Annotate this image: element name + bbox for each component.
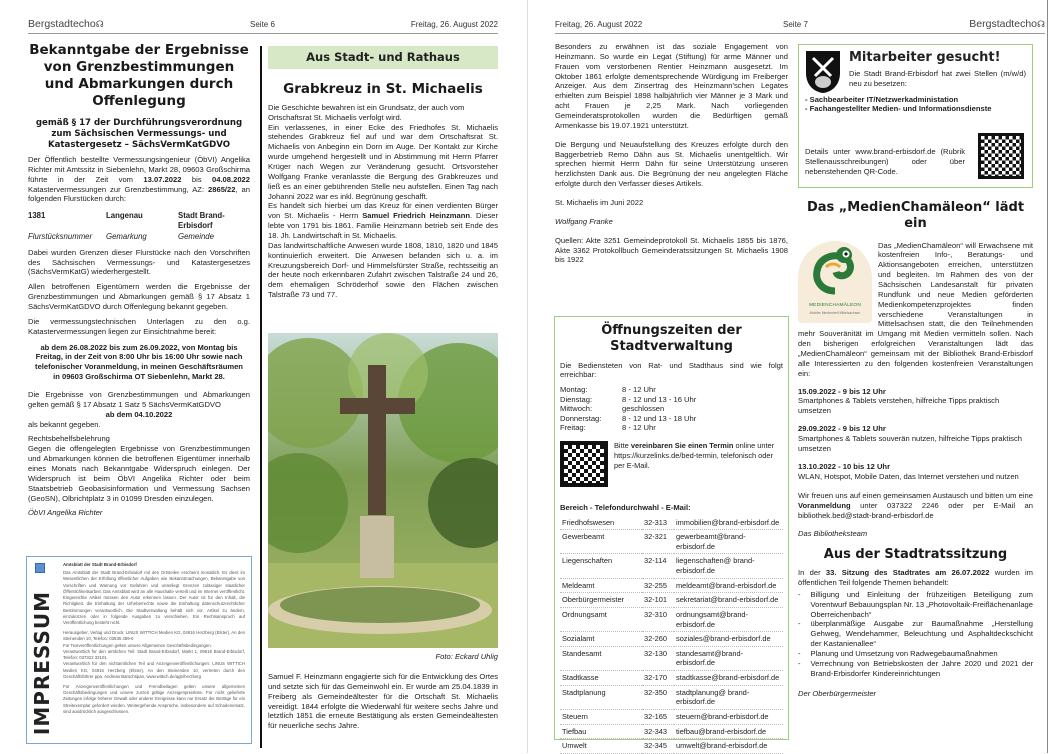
section-header: Aus Stadt- und Rathaus (268, 46, 498, 69)
hours-day: Montag: (560, 385, 588, 395)
page-edge (1047, 0, 1048, 753)
impressum-item: Herausgeber, Verlag und Druck: LINUS WITTICH Medien KG, 04916 Herzberg (Elster), An den Steinenden 10, Telefon: 03535 489-0 (63, 630, 245, 642)
page-number: Seite 7 (783, 20, 808, 29)
impressum-text: Das Amtsblatt der Stadt Brand-Erbisdorf mit den Ortsteilen erscheint monatlich. Es dient im Wesentlichen der Erfüllung öffentlicher Aufgaben wie Bekanntmachungen, Bekanntgabe von Vorschriften und Warnung vor Gefahren und unterliegt Grenzen zulässiger staatlicher Öffentlichkeitsarbeit. Das Amtsblatt wird an alle Haushalte verteilt und im Internet veröffentlicht. Eingereichte Artikel müssen den Autor erkennen lassen. Der Autor ist für den Inhalt, die Richtigkeit, die Einhaltung der Urheberrechte sowie die Einhaltung datenschutzrechtlicher Bestimmungen verantwortlich. Die Stadtverwaltung behält sich vor, Artikel zu ändern, einzukürzen oder in folgende Ausgaben zu verschieben. Ein Rechtsanspruch auf Veröffentlichung besteht nicht. (63, 570, 245, 625)
bekanntgabe-article (28, 42, 250, 523)
paragraph: Die vermessungstechnischen Unterlagen zu den o.g. Katastervermessungen liegen zur Einsichtnahme bereit: (28, 316, 250, 336)
logo-subtext: Mobiler Medientreff Mittelsachsen (809, 310, 861, 315)
contact-phone: 32-170 (642, 671, 674, 686)
bullet-dash: - (798, 619, 801, 629)
brand-logo: Bergstadtecho☊ (28, 18, 104, 30)
contact-email[interactable]: tiefbau@brand-erbisdorf.de (674, 724, 783, 739)
contacts-heading: Bereich - Telefondurchwahl - E-Mail: (560, 502, 691, 512)
contact-row (560, 632, 783, 647)
position-item: - Sachbearbeiter IT/Netzwerkadministation (805, 94, 959, 104)
impressum-title: Amtsblatt der Stadt Brand-Erbisdorf (63, 562, 137, 567)
flurstueck-table (28, 211, 250, 241)
qr-code-icon[interactable] (978, 133, 1024, 179)
contact-email[interactable]: immobilien@brand-erbisdorf.de (674, 516, 783, 530)
contact-row (560, 724, 783, 739)
job-ad-box (798, 44, 1033, 188)
bullet-dash: - (798, 658, 801, 668)
bullet-dash: - (798, 648, 801, 658)
topic-text: überplanmäßige Ausgabe zur Baumaßnahme „Herstellung Gehweg, Wendehammer, Beleuchtung und Asphaltdeckschicht der Kastanienallee“ (810, 619, 1033, 649)
bullet-dash: - (798, 589, 801, 599)
topic-text: Billigung und Einleitung der frühzeitigen Beteiligung zum Vorentwurf Bebauungsplan Nr. 13 „Photovoltaik-Freiflächenanlage Oberreichenbach“ (810, 589, 1033, 619)
contact-phone: 32-165 (642, 709, 674, 724)
contact-email[interactable]: gewerbeamt@brand-erbisdorf.de (674, 530, 783, 554)
column-divider (260, 46, 262, 748)
event-date: 29.09.2022 - 9 bis 12 Uhr (798, 424, 886, 434)
event-description: Smartphones & Tablets verstehen, hilfreiche Tipps praktisch umsetzen (798, 396, 1000, 416)
article-title: Das „MedienChamäleon“ lädt ein (806, 200, 1025, 232)
rathaus-article (268, 46, 498, 305)
contact-phone: 32-350 (642, 685, 674, 709)
paragraph: Wir freuen uns auf einen gemeinsamen Austausch und bitten um eine Voranmeldung unter 037322 2246 oder per E-Mail an bibliothek.bed@stadt-brand-erbisdorf.de (798, 491, 1033, 521)
impressum-list (63, 630, 245, 680)
contact-row (560, 593, 783, 608)
contact-row (560, 554, 783, 578)
contact-phone: 32-345 (642, 739, 674, 754)
hours-time: 8 - 12 und 13 - 16 Uhr (622, 394, 697, 404)
place-date: St. Michaelis im Juni 2022 (555, 198, 644, 208)
paragraph: Die Ergebnisse von Grenzbestimmungen und Abmarkungen gelten gemäß § 17 Absatz 1 Satz 5 SächsVermKatGDVO (28, 390, 250, 409)
contact-area: Meldeamt (560, 578, 642, 593)
contact-email[interactable]: ordnungsamt@brand-erbisdorf.de (674, 607, 783, 631)
author: Wolfgang Franke (555, 216, 613, 226)
paragraph: Das „MedienChamäleon“ will Erwachsene mit kostenfreien Info-, Beratungs- und Aktionsangeboten erreichen, unterstützen und begleiten. Im Rahmen des von der Sächsischen Landesanstalt für privaten Rundfunk und neue Medien geförderten Medienkompetenzprojektes finden verschiedene Veranstaltungen in Mittelsachsen statt, die den Teilnehmenden mehr Souveränität im Umgang mit Medien vermitteln sollen. Nach den bisherigen erfolgreichen Veranstaltungen lädt das „MedienChamäleon“ gemeinsam mit der Bibliothek Brand-Erbisdorf alle Interessierten zu den folgenden kostenfreien Veranstaltungen ein: (798, 240, 1033, 378)
contact-row (560, 578, 783, 593)
job-ad-title: Mitarbeiter gesucht! (849, 50, 1001, 65)
impressum-box (26, 556, 252, 744)
contact-email[interactable]: liegenschaften@ brand-erbisdorf.de (674, 554, 783, 578)
contact-row (560, 607, 783, 631)
contact-phone: 32-310 (642, 607, 674, 631)
contact-phone: 32-343 (642, 724, 674, 739)
impressum-text: Für Anzeigenveröffentlichungen und Fremdbeilagen gelten unsere allgemeinen Geschäftsbedingungen und unsere zurzeit gültige Anzeigenpreisliste. Für nicht gelieferte Zeitungen infolge höherer Gewalt oder anderer Ereignisse kann nur Ersatz der Beträge für ein Streitexemplar gefordert werden. Weitergehende Ansprüche, insbesondere auf Schadenersatz, sind ausdrücklich ausgeschlossen. (63, 683, 245, 714)
contact-area: Gewerbeamt (560, 530, 642, 554)
stadtrat-topic (798, 590, 1033, 620)
article-title: Grabkreuz in St. Michaelis (283, 80, 483, 97)
termin-block (560, 441, 783, 487)
article-subtitle: gemäß § 17 der Durchführungsverordnung zum Sächsischen Vermessungs- und Katastergesetz – SächsVermKatGDVO (35, 117, 243, 150)
brand-logo: Bergstadtecho☊ (969, 18, 1045, 30)
event-date: 13.10.2022 - 10 bis 12 Uhr (798, 461, 891, 471)
contact-area: Ordnungsamt (560, 607, 642, 631)
event-item (798, 462, 1033, 482)
contact-row (560, 739, 783, 754)
medien-article (798, 200, 1033, 703)
hours-time: 8 - 12 Uhr (622, 385, 656, 395)
paragraph: Allen betroffenen Eigentümern werden die Ergebnisse der Grenzbestimmungen und Abmarkungen gemäß § 17 Absatz 1 SächsVermKatGDVO durch Offenlegung bekannt gegeben. (28, 282, 250, 311)
event-list (798, 387, 1033, 482)
contact-phone: 32-114 (642, 554, 674, 578)
contacts-table (560, 516, 783, 754)
signature: ÖbVI Angelika Richter (28, 508, 103, 518)
stadtrat-topics (798, 590, 1033, 679)
paragraph: Besonders zu erwähnen ist das soziale Engagement von Heinzmann. So wurde ein Legat (Stiftung) für arme Männer und Frauen vom verstorbenen Rentier Heinzmann ausgesetzt. Im Oktober 1861 erfolgte dementsprechende Würdigung im Freiberger Anzeiger. Aus dem Zinsertrag des Heinzmann'schen Legates erhielten zum Beispiel 1898 halbjährlich vier Männer je 3 Mark und acht Frauen je 2,25 Mark. Nach vorliegenden Gemeinderatsprotokollen wurden die Bedürftigen gemäß Armenkasse bis 19.07.1921 unterstützt. (555, 42, 788, 130)
intro: Die Bediensteten von Rat- und Stadthaus sind wie folgt erreichbar: (560, 360, 783, 380)
paragraph: Die Bergung und Neuaufstellung des Kreuzes erfolgte durch den Baggerbetrieb Remo Dähn aus St. Michaelis unentgeltlich. Wir sprechen hiermit Herrn Dähn für seine Unterstützung unseren herzlichsten Dank aus. Die Begrünung der neu angelegten Fläche erfolgte durch den Verfasser dieses Artikels. (555, 139, 788, 189)
termin-text: Bitte vereinbaren Sie einen Termin online unter https://kurzelinks.de/bed-termin, telefonisch oder per E-Mail. (614, 440, 775, 470)
hours-day: Donnerstag: (560, 413, 602, 423)
page-7 (527, 0, 1053, 753)
event-date: 15.09.2022 - 9 bis 12 Uhr (798, 386, 886, 396)
page-header (555, 16, 1045, 34)
impressum-item: Für Textveröffentlichungen gelten unsere Allgemeinen Geschäftsbedingungen. (63, 642, 212, 648)
paragraph: Das landwirtschaftliche Anwesen wurde 1808, 1810, 1820 und 1845 kontinuierlich erweitert. Die Anwesen befanden sich u. a. im Kreuzungsbereich Dorf- und Himmelsfürster Straße, rechtsseitig an der heute noch erkennbaren Zufahrt zwischen Talstraße 24 und 26, dem ehemaligen Schröderhof sowie den Flächen zwischen Talstraße 73 und 77. (268, 240, 498, 300)
logo-text: MEDIENCHAMÄLEON (808, 302, 862, 308)
contact-row (560, 516, 783, 530)
issue-date: Freitag, 26. August 2022 (555, 20, 643, 29)
contact-row (560, 646, 783, 670)
page-6 (0, 0, 527, 753)
paragraph: Samuel F. Heinzmann engagierte sich für die Entwicklung des Ortes und setzte sich für das Gemeinwohl ein. Er wurde am 25.04.1839 in Freiberg als Gemeindeältester für die Ortschaft St. Michaelis vereidigt. 1844 erfolgte die Wiederwahl für weitere sechs Jahre und letztlich 1851 die erneute Bestätigung als ersten Gemeindeältesten für neuerliche sechs Jahre. (268, 672, 498, 731)
grabkreuz-photo (268, 333, 498, 648)
stadtrat-topic (798, 619, 1033, 649)
contact-area: Stadtkasse (560, 671, 642, 686)
intro-paragraph: Der Öffentlich bestellte Vermessungsingenieur (ÖbVI) Angelika Richter mit Amtssitz in Siebenlehn, Markt 28, 09603 Großschirma führte in der Zeit vom 13.07.2022 bis 04.08.2022 Katastervermessungen zur Grenzbestimmung, AZ: 2865/22, an folgenden Flurstücken durch: (28, 155, 251, 204)
hours-time: geschlossen (622, 404, 665, 414)
qr-code-icon[interactable] (560, 441, 608, 487)
contact-area: Friedhofswesen (560, 516, 642, 530)
contact-area: Umwelt (560, 739, 642, 754)
hours-day: Freitag: (560, 423, 586, 433)
contact-area: Standesamt (560, 646, 642, 670)
contact-phone: 32-321 (642, 530, 674, 554)
coat-of-arms-icon (805, 50, 841, 94)
issue-date: Freitag, 26. August 2022 (410, 20, 498, 29)
gemarkung-label: Gemarkung (106, 231, 147, 241)
page-number: Seite 6 (250, 20, 275, 29)
amtsblatt-logo-icon (35, 563, 45, 573)
hours-list (560, 385, 783, 432)
signature: Der Oberbürgermeister (798, 688, 877, 698)
gemeinde: Stadt Brand-Erbisdorf (178, 211, 225, 231)
contact-email[interactable]: meldeamt@brand-erbisdorf.de (674, 578, 783, 593)
contact-email[interactable]: standesamt@brand-erbisdorf.de (674, 646, 783, 670)
gemarkung: Langenau (106, 211, 143, 221)
paragraph: Die Geschichte bewahren ist ein Grundsatz, der auch vom Ortschaftsrat St. Michaelis verfolgt wird. (268, 102, 465, 122)
contact-area: Steuern (560, 709, 642, 724)
paragraph: Es handelt sich hierbei um das Kreuz für einen verdienten Bürger von St. Michaelis - Herrn Samuel Friedrich Heinzmann. Dieser lebte von 1791 bis 1861. Familie Heinzmann betrieb seit Ende des 18. Jh. Landwirtschaft in St. Michaelis. (268, 201, 499, 240)
impressum-item: Verantwortlich für den amtlichen Teil: Stadt Brand-Erbisdorf, Markt 1, 09618 Brand-Erbisdorf, Telefon: 037322 32101 (63, 648, 245, 661)
contact-phone: 32-313 (642, 516, 674, 530)
contact-area: Sozialamt (560, 632, 642, 647)
hours-time: 8 - 12 und 13 - 18 Uhr (622, 413, 697, 423)
event-item (798, 387, 1033, 417)
job-ad-details: Details unter www.brand-erbisdorf.de (Rubrik Stellenausschreibungen) oder über nebenstehenden QR-Code. (805, 147, 965, 176)
box-title: Öffnungszeiten der Stadtverwaltung (601, 323, 742, 355)
contact-email[interactable]: steuern@brand-erbisdorf.de (674, 709, 783, 724)
topic-text: Planung und Umsetzung von Radwegebaumaßnahmen (810, 648, 998, 658)
contact-phone: 32-255 (642, 578, 674, 593)
article-title: Bekanntgabe der Ergebnisse von Grenzbestimmungen und Abmarkungen durch Offenlegung (29, 42, 249, 109)
hours-time: 8 - 12 Uhr (622, 423, 656, 433)
paragraph: Dabei wurden Grenzen dieser Flurstücke nach den Vorschriften des Sächsischen Vermessungs- und Katastergesetzes (SächsVermKatG) wiederhergestellt. (28, 247, 250, 277)
event-description: WLAN, Hotspot, Mobile Daten, das Internet verstehen und nutzen (798, 471, 1019, 481)
contact-area: Tiefbau (560, 724, 642, 739)
impressum-label: IMPRESSUM (30, 590, 54, 735)
signature: Das Bibliotheksteam (798, 528, 868, 538)
cross-image (268, 333, 498, 648)
stadtrat-title: Aus der Stadtratssitzung (823, 546, 1008, 562)
contact-area: Liegenschaften (560, 554, 642, 578)
contact-phone: 32-101 (642, 593, 674, 608)
paragraph: Ein verlassenes, in einer Ecke des Friedhofes St. Michaelis stehendes Grabkreuz fiel auf und war dem Ortschaftsrat St. Michaelis von Anbeginn ein Dorn im Auge. Der Kontakt zur Kirche wurde umgehend hergestellt und in Abstimmung mit Herrn Pfarrer Krüger nach Wegen zur Veränderung gesucht. Ortsvorsteher Wolfgang Franke veranlasste die Bergung des Grabkreuzes und ließ es an einer gebührenden Stelle neu aufstellen. Einen Tag nach Johanni 2022 war es inkl. Begrünung geschafft. (268, 122, 498, 201)
page-header (28, 16, 498, 34)
effective-date: ab dem 04.10.2022 (105, 409, 173, 419)
impressum-content (63, 562, 245, 715)
hours-day: Mittwoch: (560, 404, 593, 414)
rb-text: Gegen die offengelegten Ergebnisse von Grenzbestimmungen und Abmarkungen können die betroffenen Eigentümer innerhalb eines Monats nach Bekanntgabe Widerspruch einlegen. Der Widerspruch ist beim ÖbVI Angelika Richter oder beim Staatsbetrieb Geobasisinformation und Vermessung Sachsen (GeoSN), Olbrichtplatz 3 in 01099 Dresden einzulegen. (28, 444, 250, 503)
contact-email[interactable]: soziales@brand-erbisdorf.de (674, 632, 783, 647)
gemeinde-label: Gemeinde (178, 231, 214, 241)
contact-email[interactable]: stadtplanung@ brand-erbisdorf.de (674, 685, 783, 709)
contact-email[interactable]: umwelt@brand-erbisdorf.de (674, 739, 783, 754)
contact-row (560, 685, 783, 709)
photo-credit: Foto: Eckard Uhlig (435, 652, 498, 661)
contact-email[interactable]: sekretariat@brand-erbisdorf.de (674, 593, 783, 608)
event-item (798, 424, 1033, 454)
rathaus-article-continued (268, 672, 498, 736)
medienchamaeleon-logo (798, 241, 872, 323)
contact-email[interactable]: stadtkasse@brand-erbisdorf.de (674, 671, 783, 686)
rb-heading: Rechtsbehelfsbelehrung (28, 434, 110, 444)
job-ad-intro: Die Stadt Brand-Erbisdorf hat zwei Stellen (m/w/d) neu zu besetzen: (849, 68, 1026, 88)
paragraph: als bekannt gegeben. (28, 419, 101, 429)
chameleon-icon (810, 243, 860, 295)
position-item: - Fachangestellter Medien- und Informationsdienste (805, 104, 992, 114)
paragraph: In der 33. Sitzung des Stadtrates am 26.07.2022 wurden im öffentlichen Teil folgende Themen behandelt: (798, 568, 1034, 587)
opening-hours-box (554, 316, 789, 751)
contact-phone: 32-260 (642, 632, 674, 647)
grabkreuz-continuation (555, 42, 788, 270)
hours-day: Dienstag: (560, 394, 593, 404)
flurstueck-label: Flurstücksnummer (28, 231, 93, 241)
contact-row (560, 709, 783, 724)
stadtrat-topic (798, 649, 1033, 659)
contact-phone: 32-130 (642, 646, 674, 670)
contact-area: Stadtplanung (560, 685, 642, 709)
contact-area: Oberbürgermeister (560, 593, 642, 608)
flurstueck-number: 1381 (28, 211, 46, 221)
impressum-item: Verantwortlich für den nichtamtlichen Teil und Anzeigenveröffentlichungen: LINUS WITTICH Medien KG, 04916 Herzberg (Elster), An den Steinenden 10, vertreten durch den Geschäftsführer ppa. Andreas Barschtipan, www.wittich.de/agb/herzberg (63, 661, 245, 679)
inspection-period: ab dem 26.08.2022 bis zum 26.09.2022, von Montag bis Freitag, in der Zeit von 8:00 Uhr bis 16:00 Uhr sowie nach telefonischer Voranmeldung, in meinen Geschäftsräumen in 09603 Großschirma OT Siebenlehn, Markt 28. (35, 342, 243, 382)
contact-row (560, 530, 783, 554)
event-description: Smartphones & Tablets souverän nutzen, hilfreiche Tipps praktisch umsetzen (798, 433, 1022, 453)
stadtrat-topic (798, 659, 1033, 679)
sources: Quellen: Akte 3251 Gemeindeprotokoll St. Michaelis 1855 bis 1876, Akte 3362 Protokollbuch Gemeinderatssitzungen St. Michaelis 1908 bis 1922 (555, 235, 788, 265)
contact-row (560, 671, 783, 686)
topic-text: Verrechnung von Betriebskosten der Jahre 2020 und 2021 der Brand-Erbisdorfer Kindereinrichtungen (810, 658, 1033, 678)
